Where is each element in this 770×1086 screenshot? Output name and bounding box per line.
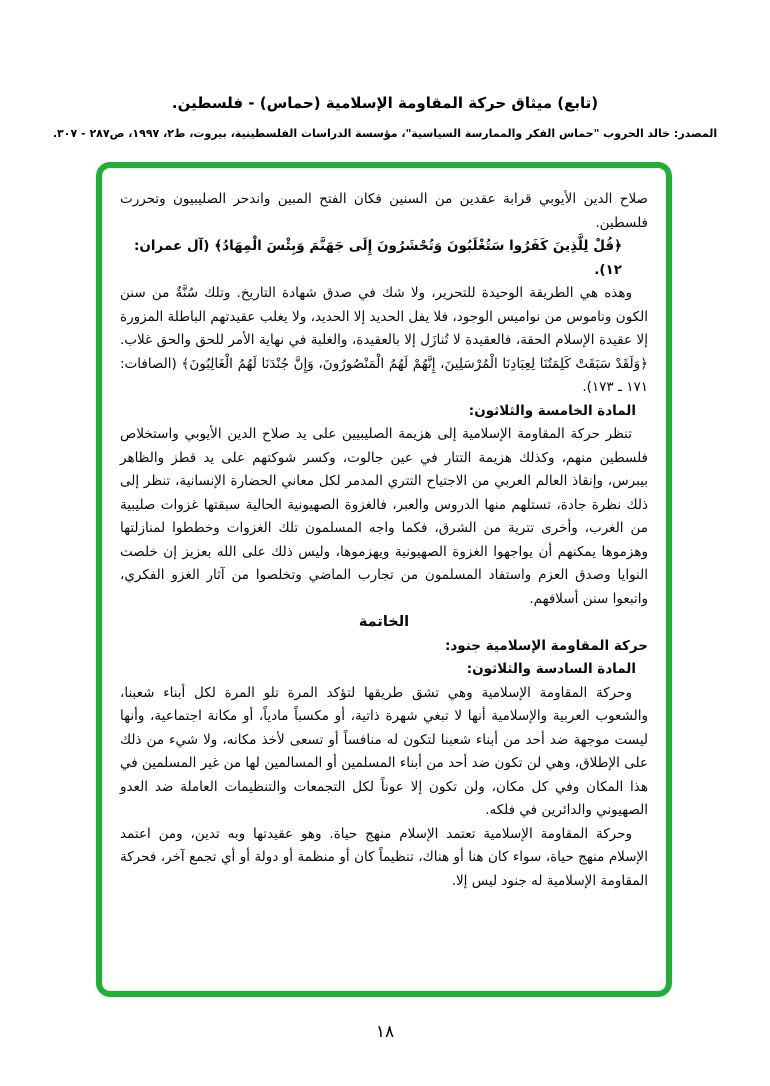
document-title: (تابع) ميثاق حركة المقاومة الإسلامية (حماس) - فلسطين. xyxy=(171,94,599,112)
document-source-citation: المصدر: خالد الحروب "حماس الفكر والممارسة السياسية"، مؤسسة الدراسات الفلسطينية، بيروت، ط٢، ١٩٩٧، ص٢٨٧ - ٣٠٧. xyxy=(52,127,718,140)
heading-article-36: المادة السادسة والثلاثون: xyxy=(466,661,636,677)
paragraph-article-35: تنظر حركة المقاومة الإسلامية إلى هزيمة الصليبيين على يد صلاح الدين الأيوبي واستخلاص فلسطين منهم، وكذلك هزيمة التتار في عين جالوت، وكسر شوكتهم على يد قطز والظاهر بيبرس، وإنقاذ العالم العربي من الاجتياح التتري المدمر لكل معاني الحضارة الإنسانية، تنظر إلى ذلك نظرة جادة، تستلهم منها الدروس والعبر، فالغزوة الصهيونية الحالية سبقتها غزوات صليبية من الغرب، وأخرى تترية من الشرق، فكما واجه المسلمون تلك الغزوات وخططوا لمنازلتها وهزموها يمكنهم أن يواجهوا الغزوة الصهيونية ويهزموها، وليس ذلك على الله بعزيز إن خلصت النوايا وصدق العزم واستفاد المسلمون من تجارب الماضي وتخلصوا من آثار الغزو الفكري، واتبعوا سنن أسلافهم. xyxy=(120,426,648,607)
heading-article-35: المادة الخامسة والثلاثون: xyxy=(468,402,636,419)
paragraph-only-way-of-liberation: وهذه هي الطريقة الوحيدة للتحرير، ولا شك في صدق شهادة التاريخ. وتلك سُنَّةٌ من سنن الكون وناموس من نواميس الوجود، فلا يفل الحديد إلا الحديد، ولا يغلب عقيدتهم الباطلة المزورة إلا عقيدة الإسلام الحقة، فالعقيدة لا تُنازَل إلا بالعقيدة، والغلبة في نهاية الأمر للحق والحق غلاب. ﴿وَلَقَدْ سَبَقَتْ كَلِمَتُنَا لِعِبَادِنَا الْمُرْسَلِينَ، إِنَّهُمْ لَهُمُ الْمَنْصُورُونَ، وَإِنَّ جُنْدَنَا لَهُمُ الْغَالِبُونَ﴾ (الصافات: ١٧١ ـ ١٧٣). xyxy=(120,285,648,395)
quran-verse-al-imran: ﴿قُلْ لِلَّذِينَ كَفَرُوا سَتُغْلَبُونَ وَتُحْشَرُونَ إِلَى جَهَنَّمَ وَبِئْسَ الْمِهَادُ﴾ (آل عمران: ١٢). xyxy=(134,238,622,278)
highlight-border-box xyxy=(96,162,672,997)
paragraph-article-36: وحركة المقاومة الإسلامية وهي تشق طريقها لتؤكد المرة تلو المرة لكل أبناء شعبنا، والشعوب العربية والإسلامية أنها لا تبغي شهرة ذاتية، أو مكسباً مادياً، أو مكانة اجتماعية، وأنها ليست موجهة ضد أحد من أبناء شعبنا لتكون له منافساً أو تسعى لأخذ مكانه، ولا شيء من ذلك على الإطلاق، وهي لن تكون ضد أحد من أبناء المسلمين أو المسالمين لها من غير المسلمين في هذا المكان وفي كل مكان، ولن تكون إلا عوناً لكل التجمعات والتنظيمات العاملة ضد العدو الصهيوني والدائرين في فلكه. xyxy=(120,684,648,818)
paragraph-saladin-victory: صلاح الدين الأيوبي قرابة عقدين من السنين فكان الفتح المبين واندحر الصليبيون وتحررت فلسطين. xyxy=(120,191,648,231)
paragraph-islam-way-of-life: وحركة المقاومة الإسلامية تعتمد الإسلام منهج حياة. وهو عقيدتها وبه تدين، ومن اعتمد الإسلام منهج حياة، سواء كان هنا أو هناك، تنظيماً كان أو منظمة أو دولة أو أي تجمع آخر، فحركة المقاومة الإسلامية له جنود ليس إلا. xyxy=(120,825,648,889)
subheading-movement-soldiers: حركة المقاومة الإسلامية جنود: xyxy=(444,637,648,654)
heading-conclusion: الخاتمة xyxy=(358,614,410,630)
document-body xyxy=(102,168,666,991)
page-number: ١٨ xyxy=(375,1022,395,1042)
